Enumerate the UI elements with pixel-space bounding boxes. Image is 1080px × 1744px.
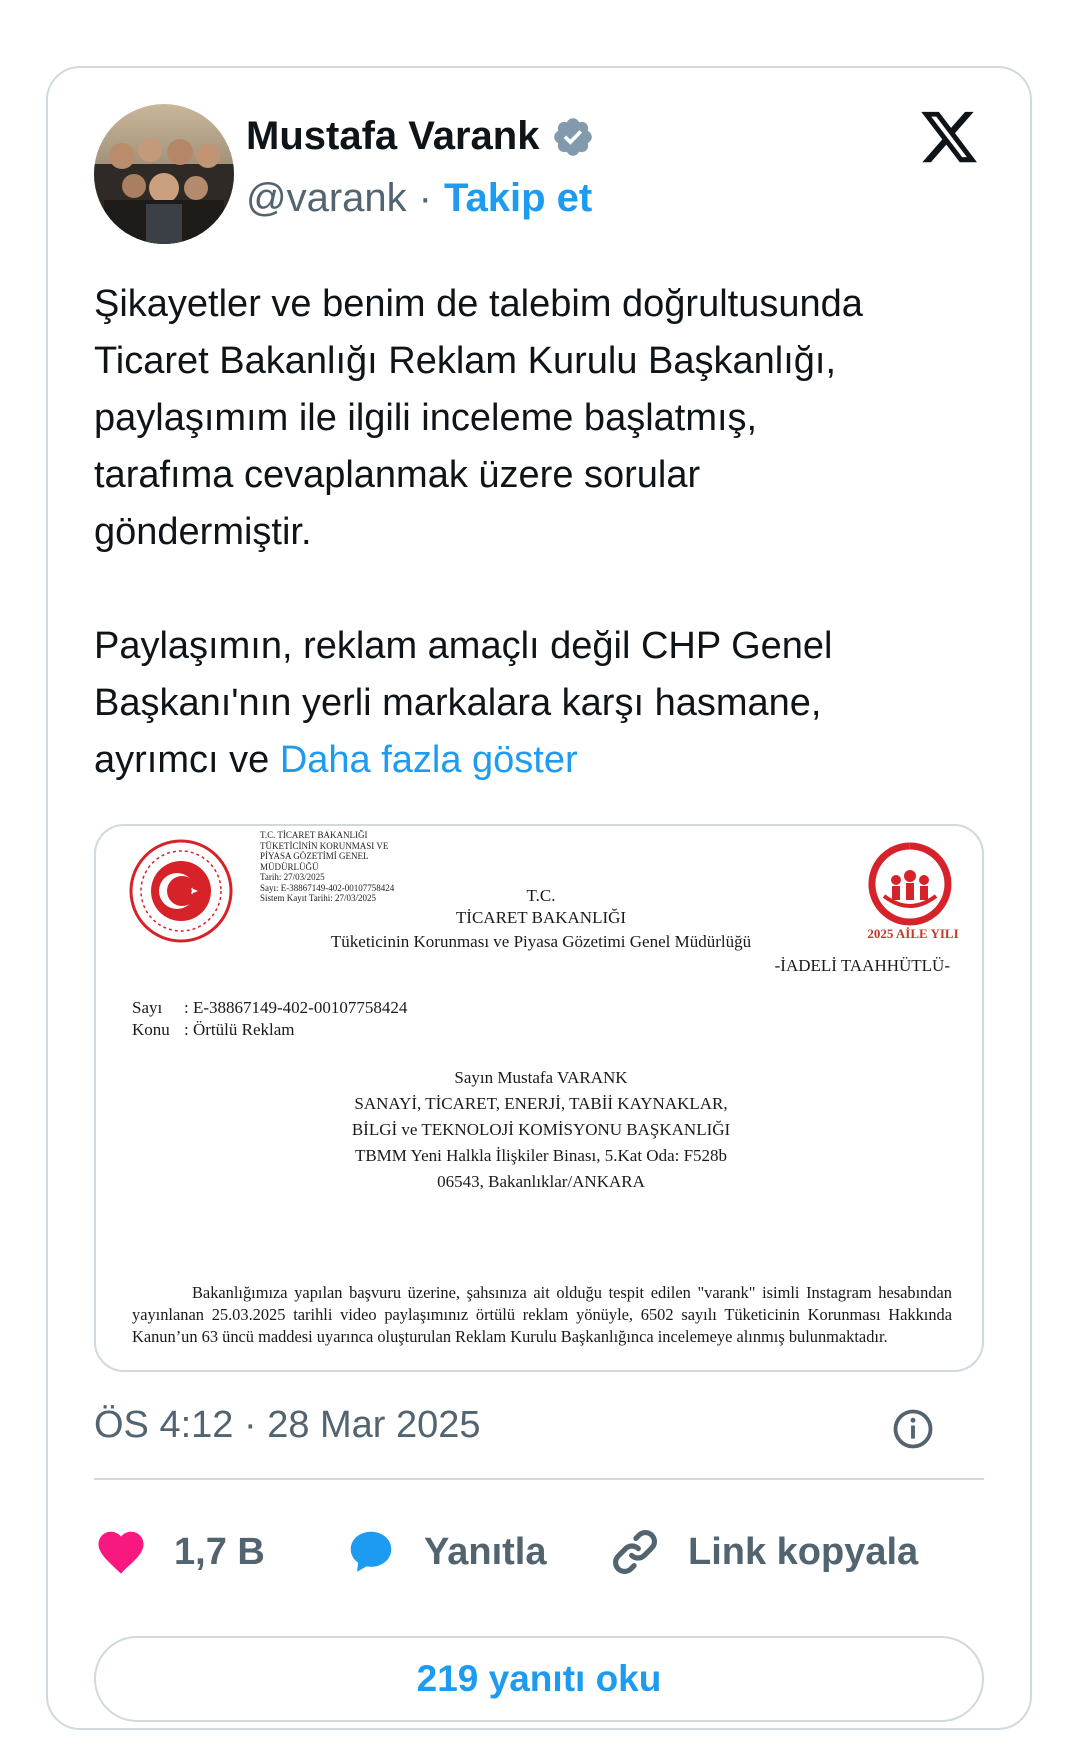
copy-link-button[interactable] [608,1514,918,1590]
recipient-line: TBMM Yeni Halkla İlişkiler Binası, 5.Kat Oda: F528b [354,1146,728,1165]
tweet-text [94,276,984,789]
stamp-line: MÜDÜRLÜĞÜ [260,861,319,872]
doc-header-tc: T.C. [526,886,556,905]
registered-mail-label: -İADELİ TAAHHÜTLÜ- [774,956,950,975]
follow-button[interactable]: Takip et [444,176,593,220]
stamp-line: TÜKETİCİNİN KORUNMASI VE [260,840,389,851]
like-button[interactable] [94,1514,265,1590]
doc-number-row [132,998,407,1018]
action-bar [94,1514,984,1590]
stamp-line: T.C. TİCARET BAKANLIĞI [260,830,368,840]
x-logo-icon[interactable] [918,106,980,168]
show-more-link[interactable]: Daha fazla göster [279,739,578,781]
doc-subject-value: : Örtülü Reklam [184,1020,295,1039]
info-icon[interactable] [892,1408,934,1450]
read-replies-button[interactable] [94,1636,984,1722]
link-icon [608,1525,662,1579]
doc-paragraph: Bakanlığımıza yapılan başvuru üzerine, şahsınıza ait olduğu tespit edilen "varank" isimli Instagram hesabından yayınlanan 25.03.2025 tarihli video paylaşımınız örtülü reklam yönüyle, 6502 sayılı Tüketicinin Korunması Hakkında Kanun’un 63 üncü maddesi uyarınca oluşturulan Reklam Kurulu Başkanlığınca incelemeye alınmış bulunmaktadır. [132,1283,952,1346]
family-year-logo-icon [862,840,958,930]
author-handle-row [246,176,592,221]
recipient-line: SANAYİ, TİCARET, ENERJİ, TABİİ KAYNAKLAR, [354,1094,728,1113]
doc-subject-key: Konu [132,1020,170,1039]
heart-icon [94,1525,148,1579]
doc-number-key: Sayı [132,998,163,1017]
tweet-embed-card [46,66,1032,1730]
stamp-line: PİYASA GÖZETİMİ GENEL [260,851,369,861]
doc-header-directorate: Tüketicinin Korunması ve Piyasa Gözetimi Genel Müdürlüğü [330,932,752,951]
author-name[interactable]: Mustafa Varank [246,114,540,158]
avatar[interactable] [94,104,234,244]
reply-button[interactable] [344,1514,547,1590]
read-replies-label: 219 yanıtı oku [416,1658,662,1699]
recipient-line: Sayın Mustafa VARANK [454,1068,628,1087]
family-year-label: 2025 AİLE YILI [867,926,959,941]
like-count: 1,7 B [174,1530,265,1573]
author-handle[interactable]: @varank [246,176,407,220]
doc-subject-row [132,1020,294,1040]
recipient-line: BİLGİ ve TEKNOLOJİ KOMİSYONU BAŞKANLIĞI [351,1120,731,1139]
stamp-line: Sistem Kayıt Tarihi: 27/03/2025 [260,893,376,903]
tweet-timestamp[interactable]: ÖS 4:12 · 28 Mar 2025 [94,1404,481,1446]
doc-number-value: : E-38867149-402-00107758424 [184,998,408,1017]
tweet-body: Şikayetler ve benim de talebim doğrultusunda Ticaret Bakanlığı Reklam Kurulu Başkanlığı, paylaşımım ile ilgili inceleme başlatmış, tarafıma cevaplanmak üzere sorular göndermiştir. Paylaşımın, reklam amaçlı değil CHP Genel Başkanı'nın yerli markalara karşı hasmane, ayrımcı ve [94,283,863,781]
recipient-line: 06543, Bakanlıklar/ANKARA [437,1172,645,1191]
stamp-line: Sayı: E-38867149-402-00107758424 [260,882,395,893]
stamp-line: Tarih: 27/03/2025 [260,872,325,882]
separator-dot: · [418,176,432,220]
divider [94,1478,984,1480]
verified-badge-icon [551,115,595,159]
reply-bubble-icon [344,1525,398,1579]
copy-link-label: Link kopyala [688,1530,919,1573]
reply-label: Yanıtla [424,1530,547,1573]
attached-document-image[interactable] [94,824,984,1372]
doc-header-ministry: TİCARET BAKANLIĞI [455,908,627,927]
author-name-row [246,114,595,159]
